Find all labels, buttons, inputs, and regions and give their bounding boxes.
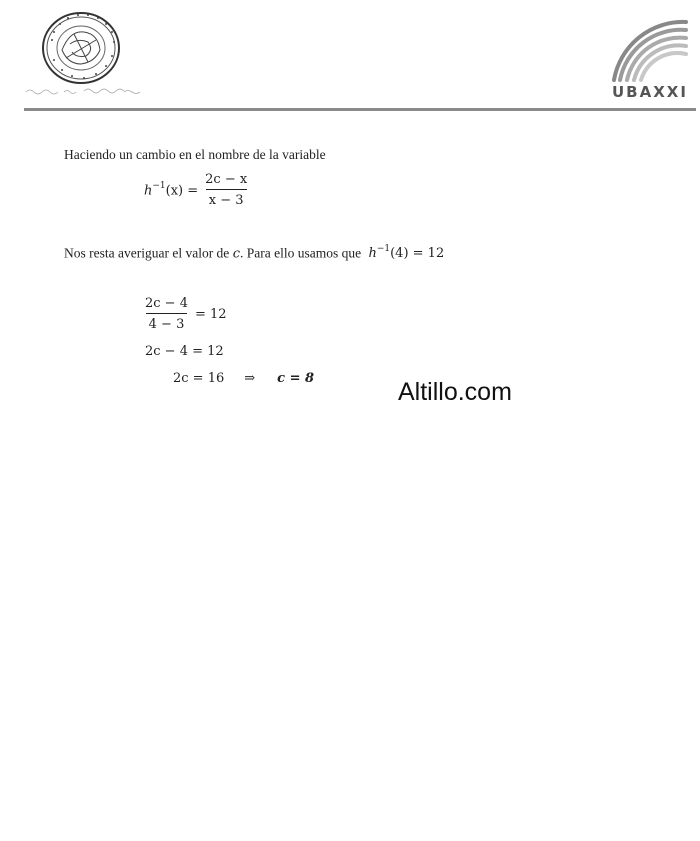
condition-paragraph (64, 245, 444, 261)
step3-lhs: 2c = 16 (173, 371, 225, 386)
header-divider (24, 108, 696, 111)
eq1-fraction (202, 172, 250, 208)
watermark-text: Altillo.com (398, 378, 512, 406)
para2-rest: . Para ello usamos que (239, 245, 365, 261)
step1-denominator: 4 − 3 (146, 313, 188, 332)
brand-logo-text: UBAXXI (612, 83, 688, 101)
eq1-lhs-base: h (144, 183, 153, 199)
para2-cond-sup: −1 (376, 244, 391, 254)
para2-cond-rest: (4) = 12 (390, 246, 445, 262)
eq1-numerator: 2c − x (205, 172, 248, 187)
para2-condition (368, 246, 444, 261)
intro-paragraph: Haciendo un cambio en el nombre de la variable (64, 147, 326, 162)
para2-text: Nos resta averiguar el valor de (64, 245, 233, 261)
seal-script-decoration (24, 86, 148, 96)
step1-fraction (142, 296, 191, 332)
eq1-lhs (144, 182, 198, 198)
eq1-lhs-sup: −1 (152, 180, 166, 191)
step3-result: c = 8 (277, 371, 315, 386)
eq1-lhs-arg: (x) = (165, 183, 199, 199)
inverse-function-equation (144, 172, 254, 208)
para2-variable: c (232, 246, 240, 262)
step1-numerator: 2c − 4 (145, 296, 188, 311)
step2-equation: 2c − 4 = 12 (145, 344, 224, 359)
ubaxxi-arcs-logo-icon (610, 18, 690, 84)
step1-rhs: = 12 (194, 306, 227, 322)
para2-cond-base: h (368, 246, 377, 262)
university-seal-icon (40, 10, 122, 86)
step3-equation (173, 371, 314, 386)
eq1-denominator: x − 3 (206, 189, 247, 208)
implies-symbol: ⇒ (244, 371, 256, 386)
step1-equation (142, 296, 227, 332)
